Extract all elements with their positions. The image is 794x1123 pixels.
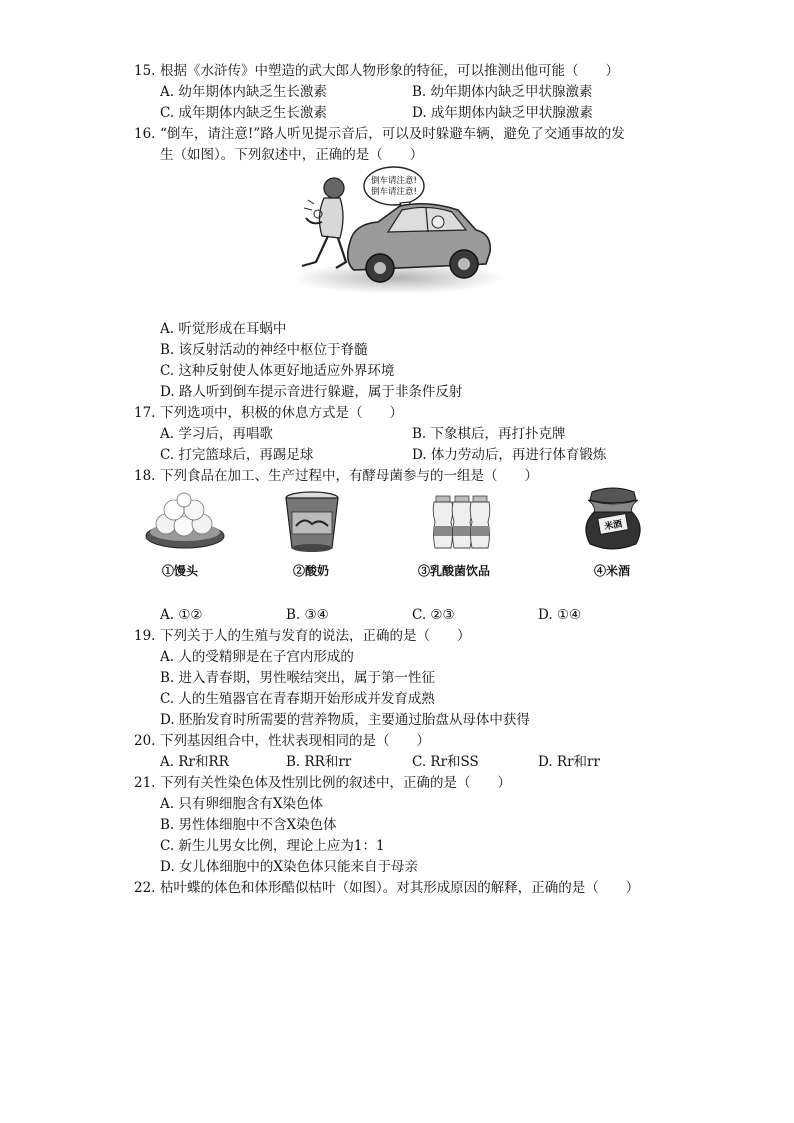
q18-stem: 下列食品在加工、生产过程中，有酵母菌参与的一组是（ ）	[160, 468, 538, 484]
q20-stem: 下列基因组合中，性状表现相同的是（ ）	[160, 733, 430, 749]
q20-option-b: B. RR和rr	[286, 754, 352, 770]
q19-number: 19.	[134, 628, 156, 644]
q17-option-c: C. 打完篮球后，再踢足球	[160, 447, 314, 463]
q20-number: 20.	[134, 733, 156, 749]
caption-lactic-drink: ③乳酸菌饮品	[418, 564, 491, 578]
caption-yogurt: ②酸奶	[293, 564, 330, 578]
q19-option-c: C. 人的生殖器官在青春期开始形成并发育成熟	[160, 691, 435, 707]
q16-car-reversing-illustration	[288, 166, 504, 298]
q20-option-a: A. Rr和RR	[160, 754, 229, 770]
q21-stem: 下列有关性染色体及性别比例的叙述中，正确的是（ ）	[160, 775, 511, 791]
q19-stem: 下列关于人的生殖与发育的说法，正确的是（ ）	[160, 628, 471, 644]
lactic-acid-drink-image	[430, 492, 492, 550]
bubble-line2: 倒车请注意!	[371, 187, 417, 197]
q17-stem: 下列选项中，积极的休息方式是（ ）	[160, 405, 403, 421]
q15-option-d: D. 成年期体内缺乏甲状腺激素	[412, 105, 593, 121]
q21-option-d: D. 女儿体细胞中的X染色体只能来自于母亲	[160, 859, 419, 875]
q15-number: 15.	[134, 63, 156, 79]
q18-option-d: D. ①④	[538, 607, 582, 623]
q21-option-b: B. 男性体细胞中不含X染色体	[160, 817, 337, 833]
q16-stem-line1: “倒车，请注意!”路人听见提示音后，可以及时躲避车辆，避免了交通事故的发	[160, 126, 625, 142]
caption-steamed-buns: ①馒头	[162, 564, 199, 578]
q19-option-b: B. 进入青春期，男性喉结突出，属于第一性征	[160, 670, 436, 686]
q15-stem: 根据《水浒传》中塑造的武大郎人物形象的特征，可以推测出他可能（ ）	[160, 63, 619, 79]
q19-option-d: D. 胚胎发育时所需要的营养物质，主要通过胎盘从母体中获得	[160, 712, 530, 728]
q16-number: 16.	[134, 126, 156, 142]
q17-option-b: B. 下象棋后，再打扑克牌	[412, 426, 566, 442]
q15-option-a: A. 幼年期体内缺乏生长激素	[160, 84, 327, 100]
steamed-buns-image	[144, 492, 226, 550]
q18-option-b: B. ③④	[286, 607, 329, 623]
caption-rice-wine: ④米酒	[594, 564, 631, 578]
yogurt-cup-image	[284, 490, 340, 554]
q21-option-c: C. 新生儿男女比例，理论上应为1：1	[160, 838, 385, 854]
q21-option-a: A. 只有卵细胞含有X染色体	[160, 796, 323, 812]
q18-option-a: A. ①②	[160, 607, 203, 623]
q17-option-d: D. 体力劳动后，再进行体育锻炼	[412, 447, 607, 463]
q20-option-d: D. Rr和rr	[538, 754, 600, 770]
q21-number: 21.	[134, 775, 156, 791]
q16-option-c: C. 这种反射使人体更好地适应外界环境	[160, 363, 395, 379]
q15-option-c: C. 成年期体内缺乏生长激素	[160, 105, 327, 121]
q20-option-c: C. Rr和SS	[412, 754, 479, 770]
q22-stem: 枯叶蝶的体色和体形酷似枯叶（如图）。对其形成原因的解释，正确的是（ ）	[160, 880, 640, 896]
q17-option-a: A. 学习后，再唱歌	[160, 426, 273, 442]
jar-label: 米酒	[603, 519, 624, 533]
q17-number: 17.	[134, 405, 156, 421]
bubble-line1: 倒车请注意!	[371, 176, 417, 186]
q18-number: 18.	[134, 468, 156, 484]
q16-option-d: D. 路人听到倒车提示音进行躲避，属于非条件反射	[160, 384, 463, 400]
q16-option-a: A. 听觉形成在耳蜗中	[160, 321, 287, 337]
q15-option-b: B. 幼年期体内缺乏甲状腺激素	[412, 84, 593, 100]
q19-option-a: A. 人的受精卵是在子宫内形成的	[160, 649, 354, 665]
q16-option-b: B. 该反射活动的神经中枢位于脊髓	[160, 342, 368, 358]
q22-number: 22.	[134, 880, 156, 896]
rice-wine-jar-image	[578, 486, 648, 552]
q18-option-c: C. ②③	[412, 607, 455, 623]
q16-stem-line2: 生（如图）。下列叙述中，正确的是（ ）	[160, 147, 424, 163]
